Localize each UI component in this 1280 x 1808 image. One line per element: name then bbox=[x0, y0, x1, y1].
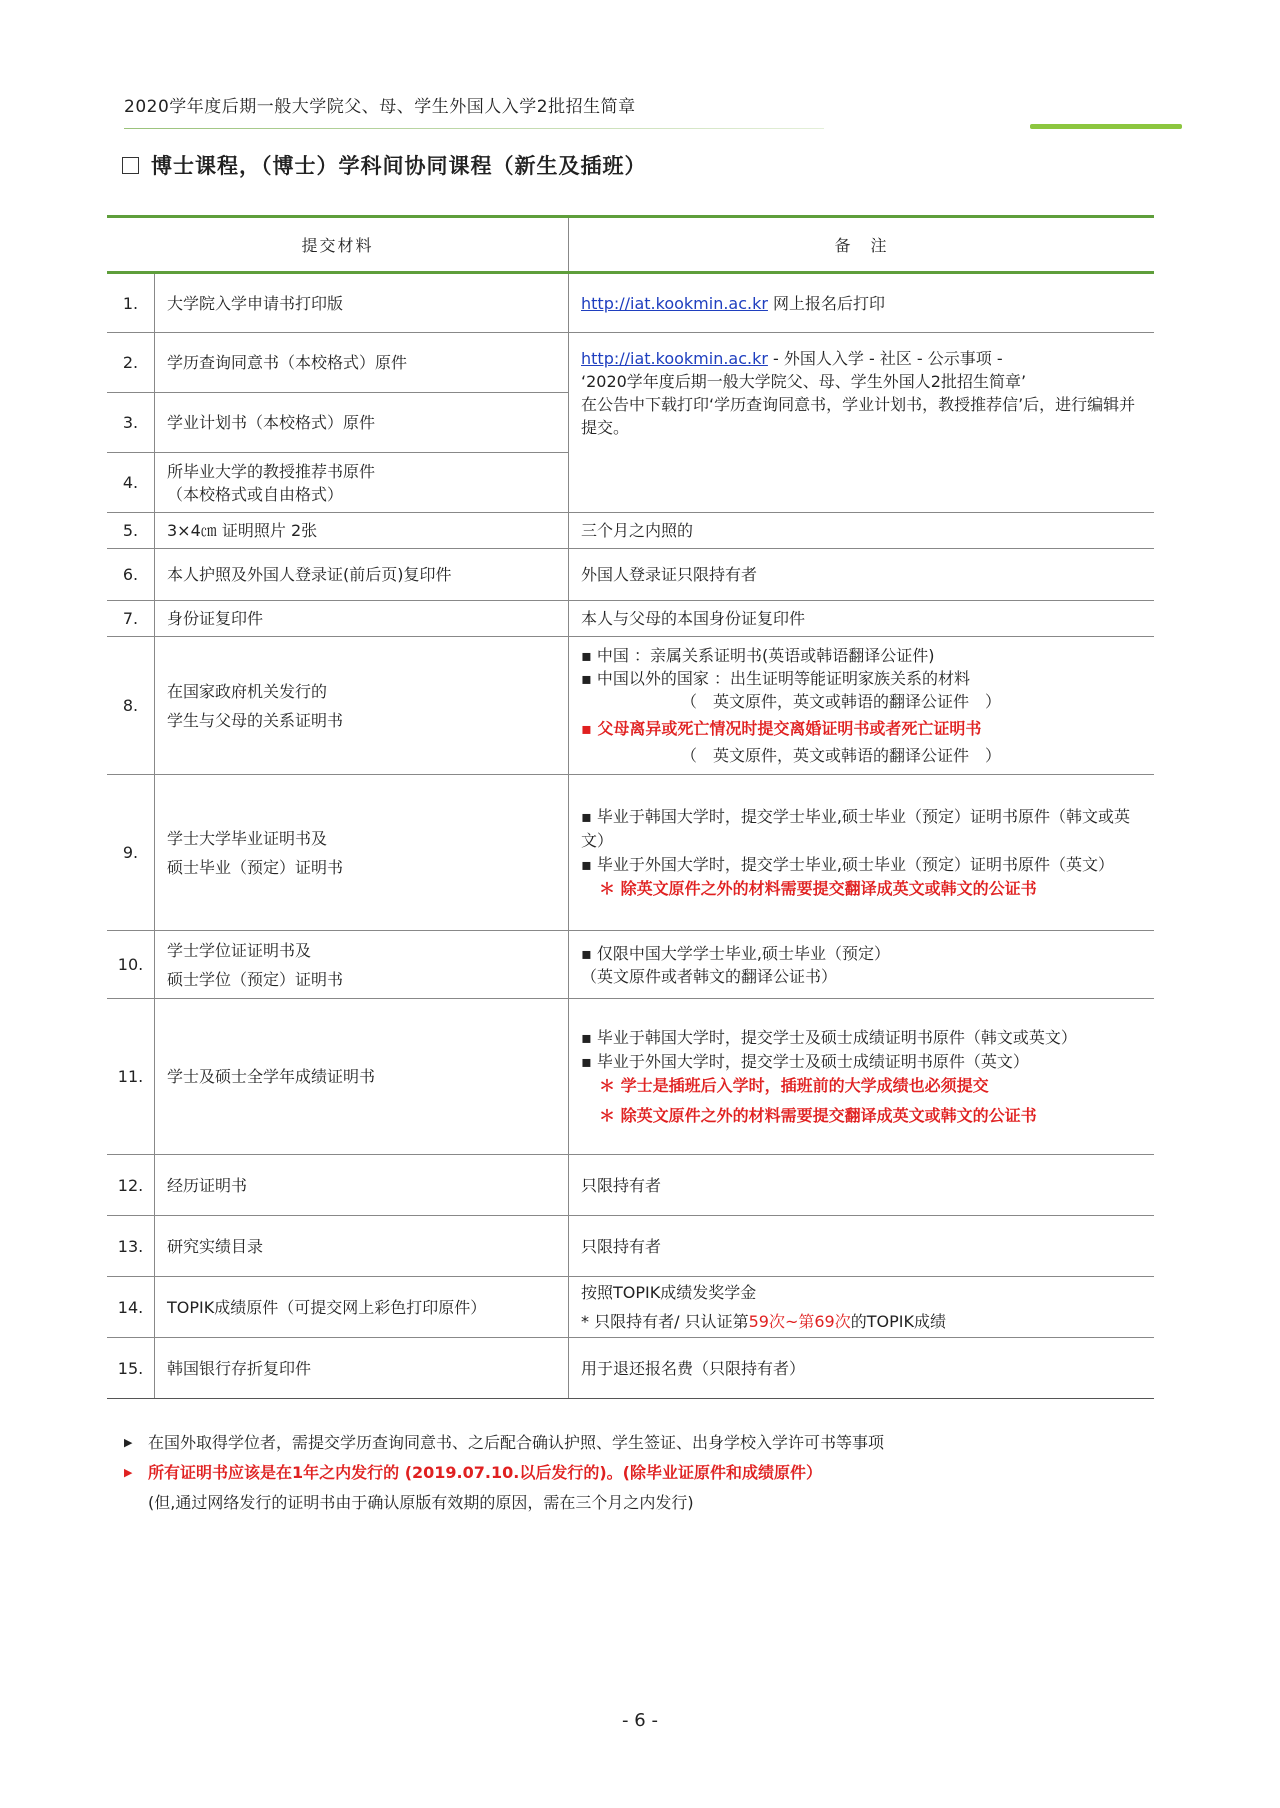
table-header-row bbox=[107, 217, 1154, 273]
table-row: 10. 学士学位证证明书及 硕士学位（预定）证明书 ▪ 仅限中国大学学士毕业,硕士毕业（预定） （英文原件或者韩文的翻译公证书） bbox=[107, 931, 1154, 999]
footnote: ▶ 在国外取得学位者，需提交学历查询同意书、之后配合确认护照、学生签证、出身学校入学许可书等事项 bbox=[124, 1428, 884, 1458]
table-row: 9. 学士大学毕业证明书及 硕士毕业（预定）证明书 ▪ 毕业于韩国大学时，提交学士毕业,硕士毕业（预定）证明书原件（韩文或英文） ▪ 毕业于外国大学时，提交学士毕业,硕士毕业（预定）证明书原件（英文） ＊ 除英文原件之外的材料需要提交翻译成英文或韩文的公证书 bbox=[107, 775, 1154, 931]
checkbox-square-icon bbox=[122, 157, 139, 174]
column-header-materials: 提交材料 bbox=[107, 217, 569, 273]
table-row: 14. TOPIK成绩原件（可提交网上彩色打印原件） 按照TOPIK成绩发奖学金 * 只限持有者/ 只认证第59次~第69次的TOPIK成绩 bbox=[107, 1277, 1154, 1338]
materials-table bbox=[107, 215, 1154, 1399]
section-title: 博士课程，（博士）学科间协同课程（新生及插班） bbox=[122, 150, 647, 180]
kookmin-link[interactable]: http://iat.kookmin.ac.kr bbox=[581, 349, 768, 368]
table-row: 12. 经历证明书 只限持有者 bbox=[107, 1155, 1154, 1216]
header-divider bbox=[124, 128, 824, 129]
footnote: ▶ 所有证明书应该是在1年之内发行的 (2019.07.10.以后发行的)。(除毕业证原件和成绩原件） bbox=[124, 1458, 884, 1488]
table-row: 4. 所毕业大学的教授推荐书原件 （本校格式或自由格式） bbox=[107, 453, 1154, 513]
table-row: 13. 研究实绩目录 只限持有者 bbox=[107, 1216, 1154, 1277]
table-row: 1. 大学院入学申请书打印版 http://iat.kookmin.ac.kr 网上报名后打印 bbox=[107, 273, 1154, 333]
merged-note-cell: http://iat.kookmin.ac.kr - 外国人入学 - 社区 - 公示事项 - ‘2020学年度后期一般大学院父、母、学生外国人2批招生简章’ 在公告中下载打印‘学历查询同意书，学业计划书，教授推荐信’后，进行编辑并提交。 bbox=[569, 333, 1155, 513]
footnote: (但,通过网络发行的证明书由于确认原版有效期的原因，需在三个月之内发行) bbox=[148, 1493, 694, 1512]
triangle-bullet-icon: ▶ bbox=[124, 1466, 133, 1479]
footnotes bbox=[124, 1428, 884, 1518]
table-row: 15. 韩国银行存折复印件 用于退还报名费（只限持有者） bbox=[107, 1338, 1154, 1399]
table-row: 3. 学业计划书（本校格式）原件 bbox=[107, 393, 1154, 453]
table-row: 11. 学士及硕士全学年成绩证明书 ▪ 毕业于韩国大学时，提交学士及硕士成绩证明书原件（韩文或英文） ▪ 毕业于外国大学时，提交学士及硕士成绩证明书原件（英文） ＊ 学士是插班后入学时，插班前的大学成绩也必须提交 ＊ 除英文原件之外的材料需要提交翻译成英文或韩文的公证书 bbox=[107, 999, 1154, 1155]
document-header: 2020学年度后期一般大学院父、母、学生外国人入学2批招生简章 bbox=[124, 97, 636, 117]
table-row: 2. 学历查询同意书（本校格式）原件 http://iat.kookmin.ac.kr - 外国人入学 - 社区 - 公示事项 - ‘2020学年度后期一般大学院父、母、学生外国人2批招生简章’ 在公告中下载打印‘学历查询同意书，学业计划书，教授推荐信’后，进行编辑并提交。 bbox=[107, 333, 1154, 393]
table-row: 7. 身份证复印件 本人与父母的本国身份证复印件 bbox=[107, 601, 1154, 637]
column-header-notes: 备 注 bbox=[569, 217, 1155, 273]
table-row: 8. 在国家政府机关发行的 学生与父母的关系证明书 ▪ 中国 ：亲属关系证明书(英语或韩语翻译公证件) ▪ 中国以外的国家 ：出生证明等能证明家族关系的材料 （ 英文原件，英文或韩语的翻译公证件 ） ▪ 父母离异或死亡情况时提交离婚证明书或者死亡证明书 （ 英文原件，英文或韩语的翻译公证件 ） bbox=[107, 637, 1154, 775]
header-accent-bar bbox=[1030, 124, 1182, 129]
table-row: 6. 本人护照及外国人登录证(前后页)复印件 外国人登录证只限持有者 bbox=[107, 549, 1154, 601]
note-cell: http://iat.kookmin.ac.kr 网上报名后打印 bbox=[569, 273, 1155, 333]
triangle-bullet-icon: ▶ bbox=[124, 1436, 133, 1449]
table-row: 5. 3×4㎝ 证明照片 2张 三个月之内照的 bbox=[107, 513, 1154, 549]
kookmin-link[interactable]: http://iat.kookmin.ac.kr bbox=[581, 293, 768, 313]
page-number: - 6 - bbox=[622, 1710, 658, 1731]
